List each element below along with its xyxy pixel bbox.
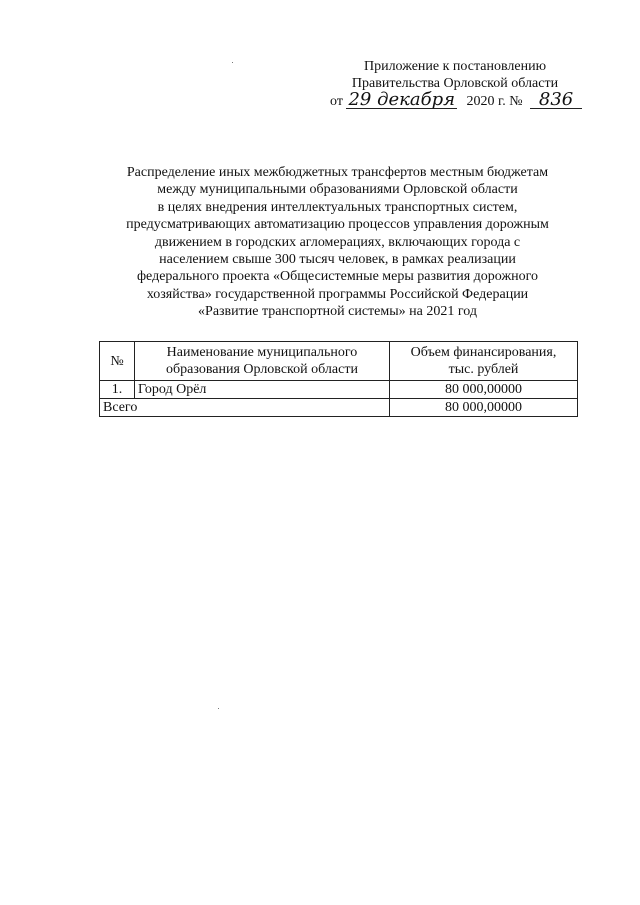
row-name: Город Орёл: [135, 381, 390, 399]
distribution-table: [99, 341, 578, 417]
document-title: [100, 164, 575, 321]
row-num: 1.: [100, 381, 135, 399]
header-num: №: [100, 342, 135, 381]
header-name-line-2: образования Орловской области: [166, 362, 358, 377]
header-name: [135, 342, 390, 381]
table-header-row: [100, 342, 578, 381]
date-suffix: 2020 г. №: [466, 94, 523, 109]
header-name-line-1: Наименование муниципального: [166, 345, 358, 360]
header-amount-line-1: Объем финансирования,: [410, 345, 557, 360]
title-line: Распределение иных межбюджетных трансфертов местным бюджетам: [126, 165, 549, 180]
title-line: «Развитие транспортной системы» на 2021 год: [198, 304, 477, 320]
title-line: населением свыше 300 тысяч человек, в рамках реализации: [159, 252, 516, 268]
appendix-line-2: Правительства Орловской области: [351, 76, 559, 91]
appendix-date-line: [330, 89, 580, 110]
scan-speck: [218, 708, 219, 709]
header-amount: [390, 342, 578, 381]
title-line: в целях внедрения интеллектуальных транспортных систем,: [157, 199, 518, 215]
appendix-line-1: Приложение к постановлению: [363, 59, 547, 74]
row-amount: 80 000,00000: [390, 381, 578, 399]
handwritten-number: 836: [530, 92, 582, 109]
header-amount-line-2: тыс. рублей: [448, 362, 519, 377]
title-line: хозяйства» государственной программы Российской Федерации: [146, 286, 529, 302]
date-prefix: от: [330, 94, 343, 109]
table-total-row: [100, 399, 578, 417]
title-line: федерального проекта «Общесистемные меры развития дорожного: [136, 269, 539, 285]
table-row: [100, 381, 578, 399]
total-amount: 80 000,00000: [390, 399, 578, 417]
title-line: предусматривающих автоматизацию процессов управления дорожным: [126, 217, 549, 233]
title-line: между муниципальными образованиями Орловской области: [157, 182, 518, 198]
appendix-header: [330, 58, 580, 110]
handwritten-date: 29 декабря: [348, 89, 456, 110]
total-label: Всего: [100, 399, 390, 417]
title-line: движением в городских агломерациях, включающих города с: [154, 234, 521, 250]
scan-speck: [232, 62, 233, 63]
